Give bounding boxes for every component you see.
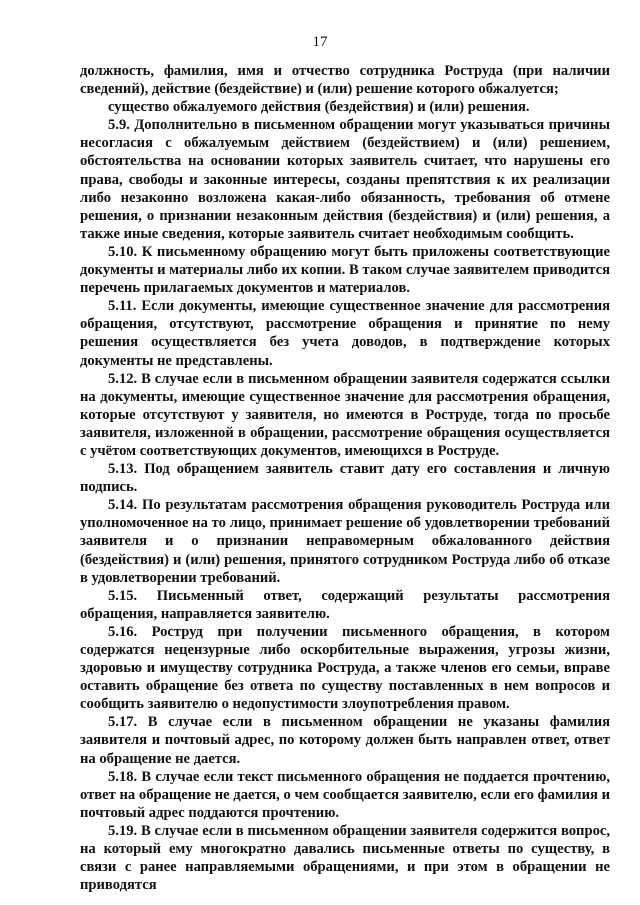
- paragraph-5-15: 5.15. Письменный ответ, содержащий результаты рассмотрения обращения, направляется заявителю.: [80, 587, 610, 622]
- paragraph-5-19: 5.19. В случае если в письменном обращении заявителя содержится вопрос, на который ему многократно давались письменные ответы по существу, в связи с ранее направляемыми обращениями, и при этом в обращении не приводятся: [80, 822, 610, 894]
- paragraph-5-18: 5.18. В случае если текст письменного обращения не поддается прочтению, ответ на обращение не дается, о чем сообщается заявителю, если его фамилия и почтовый адрес поддаются прочтению.: [80, 768, 610, 821]
- paragraph-5-16: 5.16. Роструд при получении письменного обращения, в котором содержатся нецензурные либо оскорбительные выражения, угрозы жизни, здоровью и имуществу сотрудника Роструда, а также членов его семьи, вправе оставить обращение без ответа по существу поставленных в нем вопросов и сообщить заявителю о недопустимости злоупотребления правом.: [80, 623, 610, 713]
- page-number: 17: [312, 34, 328, 50]
- paragraph-5-11: 5.11. Если документы, имеющие существенное значение для рассмотрения обращения, отсутствуют, рассмотрение обращения и принятие по нему решения осуществляется без учета доводов, в подтверждение которых документы не представлены.: [80, 298, 610, 369]
- paragraph-5-12: 5.12. В случае если в письменном обращении заявителя содержатся ссылки на документы, имеющие существенное значение для рассмотрения обращения, которые отсутствуют у заявителя, но имеются в Роструде, тогда по просьбе заявителя, изложенной в обращении, рассмотрение обращения осуществляется с учётом соответствующих документов, имеющихся в Роструде.: [80, 370, 610, 459]
- paragraph-5-10: 5.10. К письменному обращению могут быть приложены соответствующие документы и материалы либо их копии. В таком случае заявителем приводится перечень прилагаемых документов и материалов.: [80, 243, 610, 297]
- paragraph-subject: существо обжалуемого действия (бездействия) и (или) решения.: [108, 99, 530, 116]
- paragraph-5-14: 5.14. По результатам рассмотрения обращения руководитель Роструда или уполномоченное на то лицо, принимает решение об удовлетворении требований заявителя и о признании неправомерным обжалованного действия (бездействия) и (или) решения, принятого сотрудником Роструда либо об отказе в удовлетворении требований.: [80, 497, 610, 586]
- document-body: [80, 62, 610, 894]
- paragraph-continuation: должность, фамилия, имя и отчество сотрудника Роструда (при наличии сведений), действие (бездействие) и (или) решение которого обжалуется;: [80, 63, 610, 98]
- paragraph-5-13: 5.13. Под обращением заявитель ставит дату его составления и личную подпись.: [80, 461, 610, 496]
- paragraph-5-17: 5.17. В случае если в письменном обращении не указаны фамилия заявителя и почтовый адрес, по которому должен быть направлен ответ, ответ на обращение не дается.: [80, 714, 610, 767]
- paragraph-5-9: 5.9. Дополнительно в письменном обращении могут указываться причины несогласия с обжалуемым действием (бездействием) и (или) решением, обстоятельства на основании которых заявитель считает, что нарушены его права, свободы и законные интересы, созданы препятствия к их реализации либо незаконно возложена какая-либо обязанность, требования об отмене решения, о признании незаконным действия (бездействия) и (или) решения, а также иные сведения, которые заявитель считает необходимым сообщить.: [80, 117, 610, 242]
